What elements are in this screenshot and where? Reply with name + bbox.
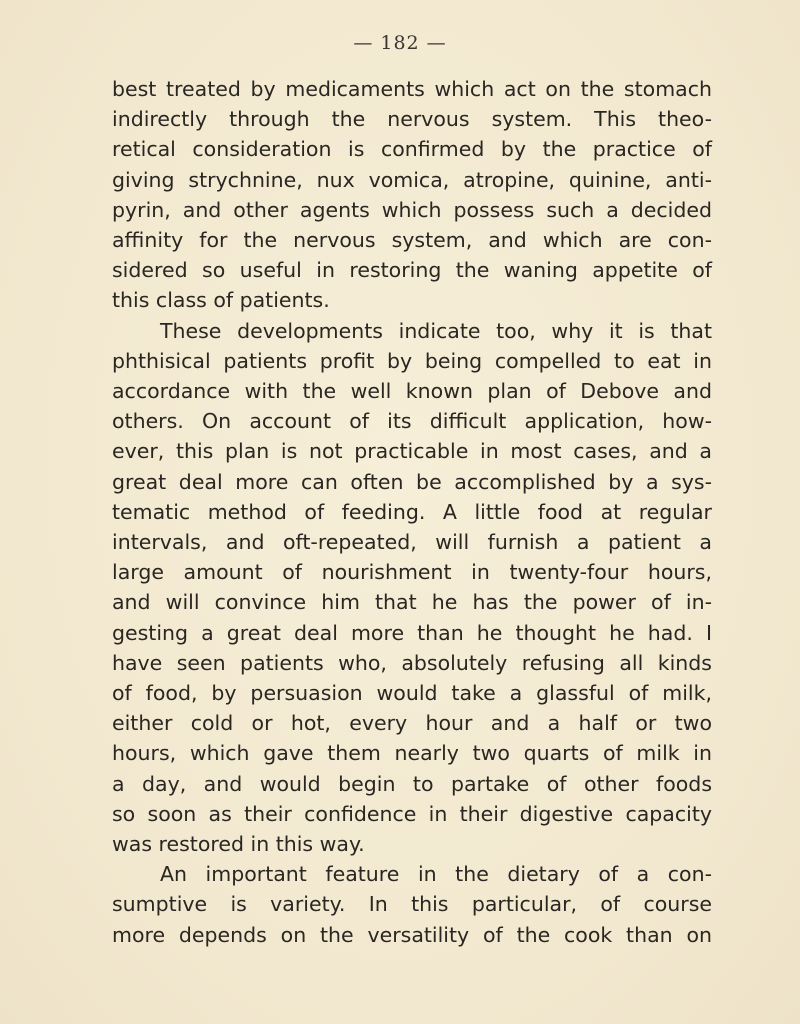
text-line: large amount of nourishment in twenty-four hours,: [112, 560, 712, 585]
text-line: affinity for the nervous system, and which are con-: [112, 228, 712, 253]
text-line: so soon as their confidence in their digestive capacity: [112, 801, 712, 826]
text-line: of food, by persuasion would take a glassful of milk,: [112, 681, 712, 706]
text-line: best treated by medicaments which act on the stomach: [112, 77, 712, 101]
text-line: and will convince him that he has the power of in-: [112, 590, 712, 615]
text-line: accordance with the well known plan of Debove and: [112, 379, 712, 404]
text-line: great deal more can often be accomplished by a sys-: [112, 469, 712, 494]
text-line: have seen patients who, absolutely refusing all kinds: [112, 650, 712, 675]
text-line: was restored in this way.: [112, 832, 365, 857]
text-line: retical consideration is confirmed by the practice of: [112, 137, 712, 162]
text-line: An important feature in the dietary of a con-: [160, 862, 712, 887]
body-text: [112, 74, 712, 950]
text-line: this class of patients.: [112, 288, 330, 313]
text-line: phthisical patients profit by being compelled to eat in: [112, 348, 712, 373]
text-line: sidered so useful in restoring the waning appetite of: [112, 258, 712, 283]
text-line: giving strychnine, nux vomica, atropine, quinine, anti-: [112, 167, 712, 192]
text-line: intervals, and oft-repeated, will furnish a patient a: [112, 530, 712, 555]
page-number: — 182 —: [353, 32, 447, 54]
text-line: hours, which gave them nearly two quarts of milk in: [112, 741, 712, 766]
text-line: These developments indicate too, why it is that: [160, 318, 712, 343]
text-line: ever, this plan is not practicable in most cases, and a: [112, 439, 712, 464]
text-line: sumptive is variety. In this particular, of course: [112, 892, 712, 917]
text-line: indirectly through the nervous system. This theo-: [112, 107, 712, 132]
text-line: more depends on the versatility of the cook than on: [112, 922, 712, 947]
text-line: tematic method of feeding. A little food at regular: [112, 499, 712, 524]
text-line: gesting a great deal more than he thought he had. I: [112, 620, 712, 645]
text-line: a day, and would begin to partake of other foods: [112, 771, 712, 796]
text-line: either cold or hot, every hour and a half or two: [112, 711, 712, 736]
text-line: others. On account of its difficult application, how-: [112, 409, 712, 434]
text-line: pyrin, and other agents which possess such a decided: [112, 197, 712, 222]
